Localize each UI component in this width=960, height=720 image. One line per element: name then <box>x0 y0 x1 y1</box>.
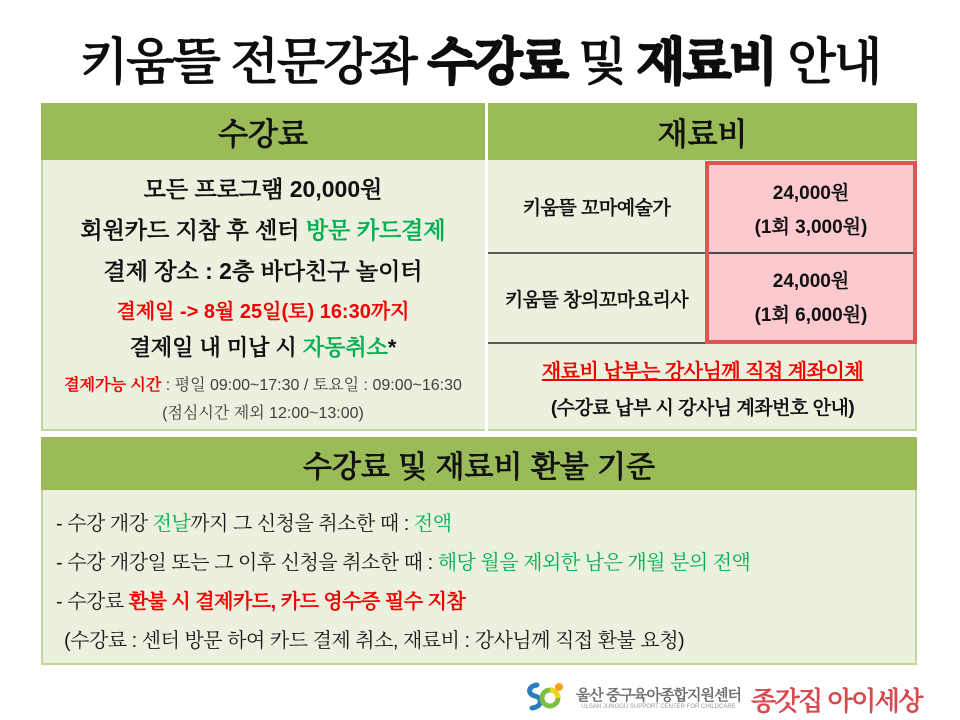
tuition-line-card-payment <box>41 212 485 245</box>
rule2-text: - 수강 개강일 또는 그 이후 신청을 취소한 때 : <box>56 552 438 574</box>
tuition-line-hours <box>41 372 485 395</box>
materials-row-divider-1 <box>488 252 705 254</box>
auto-cancel-text: 결제일 내 미납 시 <box>129 335 303 360</box>
fee-per-session: (1회 6,000원) <box>754 305 868 327</box>
center-logo-icon <box>524 679 566 720</box>
refund-rule-2 <box>56 546 750 575</box>
transfer-note: 재료비 납부는 강사님께 직접 계좌이체 <box>541 361 864 383</box>
tuition-line-place: 결제 장소 : 2층 바다친구 놀이터 <box>103 258 423 284</box>
materials-payment-note <box>488 344 917 431</box>
rule1-text-c: 까지 그 신청을 취소한 때 : <box>190 513 414 535</box>
rule1-highlight-day-before: 전날 <box>152 513 191 535</box>
card-payment-highlight: 방문 카드결제 <box>305 217 446 243</box>
materials-column-header: 재료비 <box>488 103 917 160</box>
rule3-text: - 수강료 <box>56 591 129 613</box>
rule1-highlight-full-amount: 전액 <box>413 513 452 535</box>
org-name: 울산 중구육아종합지원센터 <box>575 686 741 704</box>
auto-cancel-highlight: 자동취소 <box>302 335 388 360</box>
title-highlight-tuition: 수강료 <box>427 34 567 90</box>
fee-amount: 24,000원 <box>772 182 850 204</box>
auto-cancel-asterisk: * <box>387 335 397 360</box>
page-title <box>0 22 960 94</box>
tuition-column-header: 수강료 <box>41 103 485 160</box>
hours-value: : 평일 09:00~17:30 / 토요일 : 09:00~16:30 <box>161 377 462 394</box>
hours-label: 결제가능 시간 <box>64 377 162 394</box>
title-suffix: 안내 <box>775 34 881 90</box>
title-highlight-materials: 재료비 <box>636 34 776 90</box>
brand-logo-text: 종갓집 아이세상 <box>750 686 922 716</box>
account-note: (수강료 납부 시 강사님 계좌번호 안내) <box>550 398 855 419</box>
tuition-line-deadline: 결제일 -> 8월 25일(토) 16:30까지 <box>116 301 410 323</box>
rule2-highlight: 해당 월을 제외한 남은 개월 분의 전액 <box>437 552 751 574</box>
title-middle: 및 <box>566 34 637 90</box>
tuition-line-lunch: (점심시간 제외 12:00~13:00) <box>162 405 364 422</box>
card-payment-text: 회원카드 지참 후 센터 <box>80 217 306 243</box>
refund-table-header: 수강료 및 재료비 환불 기준 <box>41 437 917 490</box>
refund-rule-1 <box>56 507 452 536</box>
org-text-block <box>576 688 741 711</box>
refund-rule-4: (수강료 : 센터 방문 하여 카드 결제 취소, 재료비 : 강사님께 직접 환불 요청) <box>64 630 685 652</box>
program-label-little-artist: 키움뜰 꼬마예술가 <box>522 198 671 219</box>
rule3-highlight: 환불 시 결제카드, 카드 영수증 필수 지참 <box>128 591 466 613</box>
tuition-line-all-programs: 모든 프로그램 20,000원 <box>143 176 383 202</box>
fee-cell-little-chef <box>709 252 913 341</box>
fee-cell-little-artist <box>709 165 913 252</box>
program-label-little-chef: 키움뜰 창의꼬마요리사 <box>504 290 689 311</box>
title-prefix: 키움뜰 전문강좌 <box>79 34 428 90</box>
fee-per-session: (1회 3,000원) <box>754 216 868 238</box>
fee-amount: 24,000원 <box>772 271 850 293</box>
footer <box>524 679 922 720</box>
org-subtitle: ULSAN JUNGGU SUPPORT CENTER FOR CHILDCARE <box>581 704 736 711</box>
tuition-line-auto-cancel <box>41 331 485 362</box>
materials-fee-box <box>705 161 917 344</box>
refund-rule-3 <box>56 585 465 614</box>
rule1-text-a: - 수강 개강 <box>56 513 153 535</box>
